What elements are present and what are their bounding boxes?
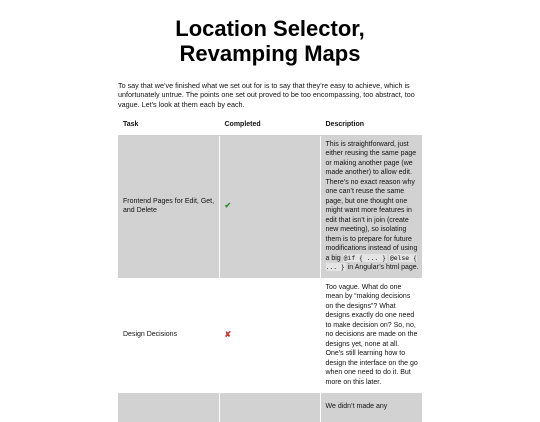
header-task: Task xyxy=(118,116,219,135)
task-cell: Frontend Pages for Edit, Get, and Delete xyxy=(118,135,219,278)
table-row xyxy=(118,393,422,422)
task-table xyxy=(118,116,422,422)
header-description: Description xyxy=(320,116,422,135)
cross-icon: ✘ xyxy=(225,330,232,339)
page-title-line-2: Revamping Maps xyxy=(180,41,361,66)
intro-paragraph: To say that we’ve finished what we set out for is to say that they’re easy to achieve, which is unfortunately untrue. The points one set out proved to be too encompassing, too abstract, too vague. Let’s look at them each by each. xyxy=(118,81,428,109)
header-completed: Completed xyxy=(219,116,320,135)
task-cell: Design Decisions xyxy=(118,278,219,393)
page-title-line-1: Location Selector, xyxy=(175,16,365,41)
description-text-end: in Angular’s html page. xyxy=(346,264,419,271)
completed-cell xyxy=(219,278,320,393)
description-cell: We didn’t made any xyxy=(320,393,422,422)
description-cell xyxy=(320,135,422,278)
completed-cell xyxy=(219,135,320,278)
table-row xyxy=(118,278,422,393)
code-snippet-if: @if { ... } xyxy=(343,254,387,262)
page-title xyxy=(0,16,540,66)
table-row xyxy=(118,135,422,278)
checkmark-icon: ✔ xyxy=(225,201,232,210)
completed-cell xyxy=(219,393,320,422)
table-header-row xyxy=(118,116,422,135)
description-cell: Too vague. What do one mean by “making decisions on the designs”? What designs exactly do one need to make decision on? So, no, no decisions are made on the designs yet, none at all. One’s still learning how to design the interface on the go when one need to do it. But more on this later. xyxy=(320,278,422,393)
task-cell xyxy=(118,393,219,422)
code-snippet-else: @else { ... } xyxy=(326,254,417,272)
description-text: This is straightforward, just either reusing the same page or making another page (we made another) to allow edit. There’s no exact reason why one can’t reuse the same page, but one thought one might want more features in edit that isn’t in join (create new meeting), so isolating them is to prepare for future modifications instead of using a big xyxy=(326,141,418,262)
